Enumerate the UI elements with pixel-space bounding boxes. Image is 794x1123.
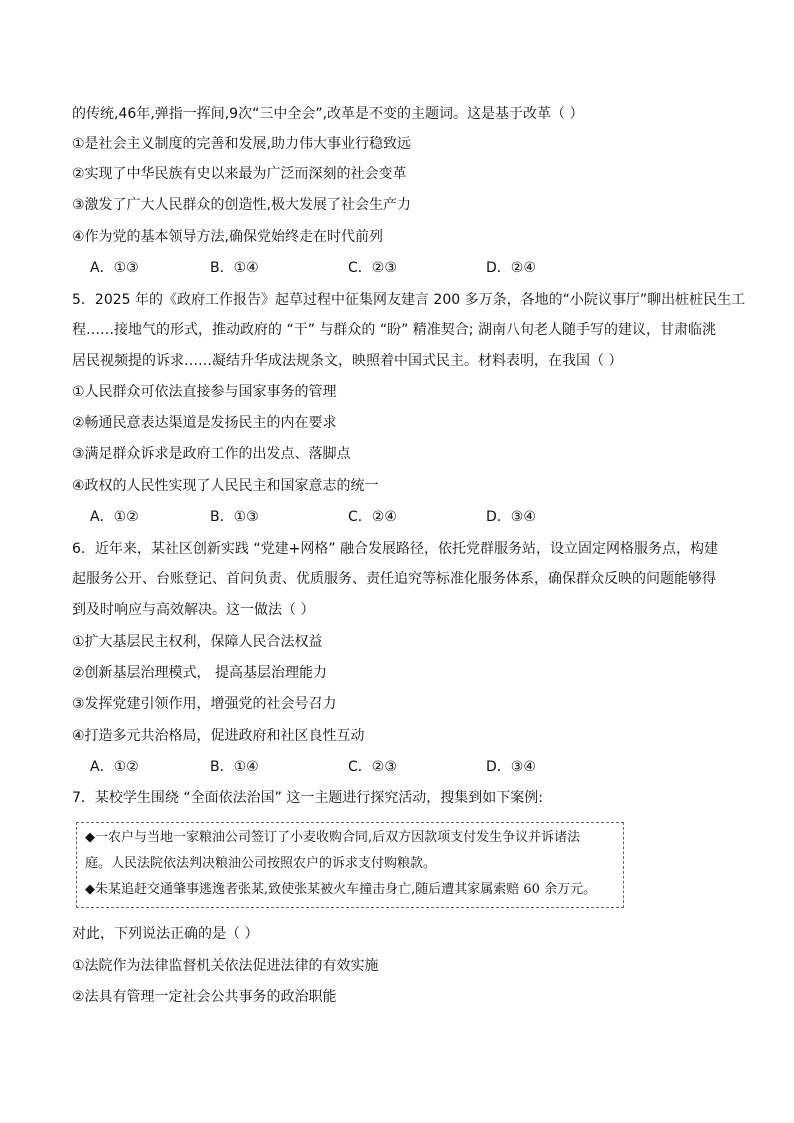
q5-item-1: ①人民群众可依法直接参与国家事务的管理: [72, 384, 337, 400]
q7-case-1-line-1: ◆一农户与当地一家粮油公司签订了小麦收购合同,后双方因款项支付发生争议并诉诸法: [85, 830, 581, 845]
q6-option-d[interactable]: D．③④: [486, 759, 536, 775]
q5-stem-line-1: 5．2025 年的《政府工作报告》起草过程中征集网友建言 200 多万条，各地的“小院议事厅”聊出桩桩民生工: [72, 292, 746, 308]
q4-option-d[interactable]: D．②④: [486, 260, 536, 276]
q5-item-3: ③满足群众诉求是政府工作的出发点、落脚点: [72, 446, 351, 462]
q6-item-3: ③发挥党建引领作用，增强党的社会号召力: [72, 696, 337, 712]
q5-option-d[interactable]: D．③④: [486, 509, 536, 525]
q6-option-c[interactable]: C．②③: [348, 759, 397, 775]
q7-case-box: [76, 822, 624, 908]
q4-item-1: ①是社会主义制度的完善和发展,助力伟大事业行稳致远: [72, 136, 411, 152]
q4-option-c[interactable]: C．②③: [348, 260, 397, 276]
q7-stem: 7．某校学生围绕 “全面依法治国” 这一主题进行探究活动，搜集到如下案例:: [72, 790, 544, 806]
q5-option-a[interactable]: A．①②: [90, 509, 139, 525]
q5-item-4: ④政权的人民性实现了人民民主和国家意志的统一: [72, 478, 379, 494]
q6-stem-line-3: 到及时响应与高效解决。这一做法（ ）: [72, 602, 315, 618]
q4-stem: 的传统,46年,弹指一挥间,9次“三中全会”,改革是不变的主题词。这是基于改革（ ）: [72, 106, 584, 122]
q6-item-2: ②创新基层治理模式， 提高基层治理能力: [72, 665, 327, 681]
q4-item-4: ④作为党的基本领导方法,确保党始终走在时代前列: [72, 229, 383, 245]
q5-option-b[interactable]: B．①③: [210, 509, 259, 525]
q6-stem-line-1: 6．近年来，某社区创新实践 “党建+网格” 融合发展路径，依托党群服务站，设立固定网格服务点，构建: [72, 541, 719, 557]
q4-option-a[interactable]: A．①③: [90, 260, 139, 276]
q6-option-b[interactable]: B．①④: [210, 759, 259, 775]
q5-stem-line-2: 程……接地气的形式，推动政府的 “干” 与群众的 “盼” 精准契合; 湖南八旬老人随手写的建议，甘肃临洮: [72, 322, 716, 338]
q7-case-2: ◆朱某追赶交通肇事逃逸者张某,致使张某被火车撞击身亡,随后遭其家属索赔 60 余万元。: [85, 882, 597, 897]
q7-question: 对此，下列说法正确的是（ ）: [72, 926, 259, 942]
q5-option-c[interactable]: C．②④: [348, 509, 397, 525]
q6-item-4: ④打造多元共治格局，促进政府和社区良性互动: [72, 728, 365, 744]
q6-stem-line-2: 起服务公开、台账登记、首问负责、优质服务、责任追究等标准化服务体系，确保群众反映的问题能够得: [72, 571, 716, 587]
q6-option-a[interactable]: A．①②: [90, 759, 139, 775]
q7-item-2: ②法具有管理一定社会公共事务的政治职能: [72, 989, 337, 1005]
q5-stem-line-3: 居民视频提的诉求……凝结升华成法规条文，映照着中国式民主。材料表明，在我国（ ）: [72, 353, 623, 369]
q4-option-b[interactable]: B．①④: [210, 260, 259, 276]
q6-item-1: ①扩大基层民主权利，保障人民合法权益: [72, 634, 323, 650]
q7-case-1-line-2: 庭。人民法院依法判决粮油公司按照农户的诉求支付购粮款。: [85, 856, 437, 871]
q5-item-2: ②畅通民意表达渠道是发扬民主的内在要求: [72, 415, 337, 431]
q4-item-3: ③激发了广大人民群众的创造性,极大发展了社会生产力: [72, 197, 411, 213]
q7-item-1: ①法院作为法律监督机关依法促进法律的有效实施: [72, 958, 379, 974]
q4-item-2: ②实现了中华民族有史以来最为广泛而深刻的社会变革: [72, 166, 407, 182]
